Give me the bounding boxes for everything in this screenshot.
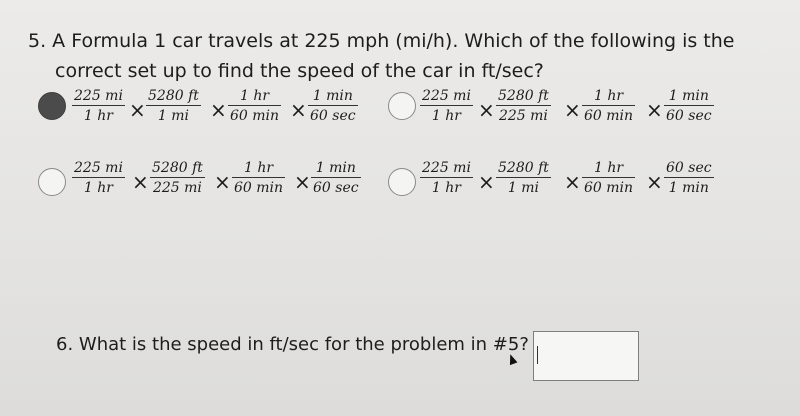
fraction-numerator: 1 min — [664, 88, 714, 106]
times-icon: × — [564, 98, 581, 122]
fraction-denominator: 1 hr — [431, 108, 461, 124]
question-5-line-1: 5. A Formula 1 car travels at 225 mph (mi/h). Which of the following is the — [28, 30, 735, 52]
times-icon: × — [214, 170, 231, 194]
fraction-denominator: 1 hr — [431, 180, 461, 196]
fraction-numerator: 60 sec — [666, 160, 712, 176]
times-icon: × — [478, 170, 495, 194]
fraction-numerator: 225 mi — [74, 88, 123, 104]
fraction-denominator: 1 min — [668, 180, 709, 196]
fraction-denominator: 1 mi — [507, 180, 539, 196]
option-3-fraction-1 — [72, 160, 125, 196]
option-1[interactable] — [38, 88, 368, 134]
option-4-radio[interactable] — [388, 168, 416, 196]
option-4-fraction-3 — [582, 160, 635, 196]
option-2-fraction-1 — [420, 88, 473, 124]
option-1-fraction-2 — [146, 88, 201, 124]
option-3[interactable] — [38, 160, 368, 206]
option-3-fraction-4 — [311, 160, 361, 196]
option-4[interactable] — [388, 160, 728, 206]
option-1-radio[interactable] — [38, 92, 66, 120]
option-1-fraction-4 — [308, 88, 358, 124]
fraction-denominator: 60 min — [230, 108, 280, 124]
fraction-numerator: 1 hr — [582, 88, 635, 106]
fraction-denominator: 1 hr — [83, 108, 113, 124]
fraction-denominator: 60 min — [234, 180, 284, 196]
times-icon: × — [210, 98, 227, 122]
fraction-denominator: 225 mi — [498, 108, 548, 124]
option-4-fraction-2 — [496, 160, 551, 196]
option-2-fraction-4 — [664, 88, 714, 124]
question-5 — [28, 26, 788, 86]
fraction-denominator: 60 sec — [310, 108, 356, 124]
fraction-numerator: 225 mi — [422, 88, 471, 104]
answer-input[interactable] — [533, 331, 639, 381]
fraction-numerator: 1 min — [308, 88, 358, 106]
option-2-fraction-2 — [496, 88, 551, 124]
option-3-fraction-2 — [150, 160, 205, 196]
fraction-denominator: 225 mi — [152, 180, 202, 196]
fraction-denominator: 1 mi — [157, 108, 189, 124]
times-icon: × — [646, 170, 663, 194]
option-2-fraction-3 — [582, 88, 635, 124]
fraction-numerator: 225 mi — [74, 160, 123, 176]
option-3-radio[interactable] — [38, 168, 66, 196]
fraction-numerator: 5280 ft — [498, 88, 549, 104]
option-4-fraction-4 — [664, 160, 714, 196]
option-4-fraction-1 — [420, 160, 473, 196]
times-icon: × — [646, 98, 663, 122]
times-icon: × — [564, 170, 581, 194]
fraction-numerator: 5280 ft — [152, 160, 203, 176]
option-1-fraction-3 — [228, 88, 281, 124]
times-icon: × — [478, 98, 495, 122]
question-5-line-2: correct set up to find the speed of the car in ft/sec? — [55, 60, 544, 82]
fraction-denominator: 60 sec — [666, 108, 712, 124]
fraction-numerator: 225 mi — [422, 160, 471, 176]
times-icon: × — [129, 98, 146, 122]
fraction-denominator: 1 hr — [83, 180, 113, 196]
question-6-text: 6. What is the speed in ft/sec for the problem in #5? — [56, 334, 529, 355]
fraction-numerator: 1 hr — [582, 160, 635, 178]
fraction-numerator: 5280 ft — [148, 88, 199, 104]
option-2-radio[interactable] — [388, 92, 416, 120]
option-3-fraction-3 — [232, 160, 285, 196]
fraction-denominator: 60 min — [584, 180, 634, 196]
fraction-denominator: 60 min — [584, 108, 634, 124]
fraction-denominator: 60 sec — [313, 180, 359, 196]
fraction-numerator: 1 min — [311, 160, 361, 178]
fraction-numerator: 5280 ft — [498, 160, 549, 176]
times-icon: × — [294, 170, 311, 194]
fraction-numerator: 1 hr — [232, 160, 285, 178]
option-1-fraction-1 — [72, 88, 125, 124]
times-icon: × — [290, 98, 307, 122]
text-caret — [537, 346, 538, 364]
times-icon: × — [132, 170, 149, 194]
fraction-numerator: 1 hr — [228, 88, 281, 106]
option-2[interactable] — [388, 88, 728, 134]
